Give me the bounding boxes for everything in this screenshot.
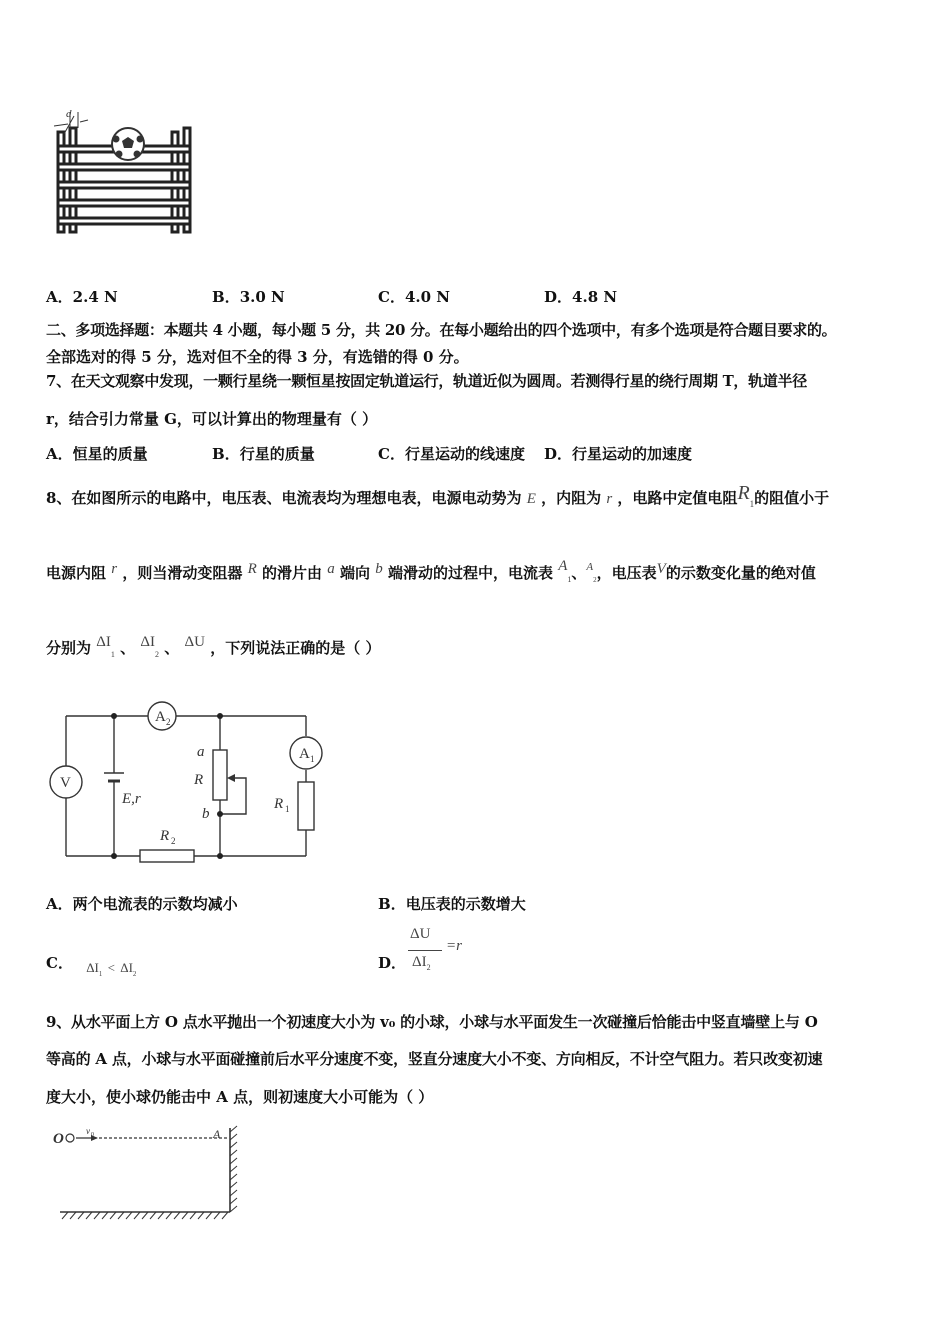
option-text: 两个电流表的示数均减小: [72, 895, 238, 913]
e-label: E,r: [122, 791, 141, 807]
symbol-A1: A: [558, 558, 568, 574]
option-key: A: [46, 895, 58, 913]
delta-U: ΔU: [184, 634, 206, 650]
text: 端滑动的过程中，电流表: [387, 564, 553, 582]
text: 端向: [339, 564, 370, 582]
r1-sub: 1: [285, 804, 290, 814]
section2-line2: 全部选对的得 5 分，选对但不全的得 3 分，有选错的得 0 分。: [46, 348, 469, 366]
text: 、: [164, 639, 180, 657]
text: 、: [571, 564, 587, 582]
text: ，内阻为: [541, 489, 602, 507]
text: 8、在如图所示的电路中，电压表、电流表均为理想电表，电源电动势为: [46, 489, 522, 507]
q6-option-a[interactable]: A．2.4 N: [46, 288, 118, 306]
option-key: C: [46, 954, 58, 972]
option-text: 4.0 N: [404, 288, 450, 306]
option-text: 2.4 N: [72, 288, 118, 306]
a-point-label: A: [213, 1127, 221, 1141]
fraction-bar: [408, 950, 442, 951]
subscript: 1: [110, 650, 115, 659]
section2-line1: 二、多项选择题：本题共 4 小题，每小题 5 分，共 20 分。在每小题给出的四个选项中，有多个选项是符合题目要求的。: [46, 321, 837, 339]
symbol-r: r: [111, 561, 118, 577]
o-label: O: [53, 1131, 64, 1147]
symbol-R1: R: [737, 482, 750, 504]
math: ΔI: [120, 960, 133, 975]
d-label: d: [66, 108, 72, 120]
option-key: C: [378, 288, 390, 306]
symbol-V: V: [656, 561, 666, 577]
v-label: V: [60, 775, 71, 791]
option-key: A: [46, 445, 58, 463]
q6-option-c[interactable]: C．4.0 N: [378, 288, 450, 306]
option-key: B: [378, 895, 391, 913]
symbol-r: r: [606, 491, 613, 507]
b-label: b: [202, 806, 210, 822]
q8-option-d-fraction: [408, 926, 478, 976]
projectile-figure: [50, 1124, 250, 1224]
symbol-A2: A: [586, 561, 594, 573]
r1-label: R: [274, 796, 284, 812]
q9-stem-line1: 9、从水平面上方 O 点水平抛出一个初速度大小为 v₀ 的小球，小球与水平面发生一次碰撞后恰能击中竖直墙壁上与 O: [46, 1013, 818, 1031]
soccer-ball-icon: [112, 128, 144, 160]
delta-I1: ΔI: [96, 634, 111, 650]
r2-label: R: [160, 828, 170, 844]
option-text: 4.8 N: [572, 288, 618, 306]
fraction-denominator: [412, 954, 431, 972]
rack-ball-figure: [44, 106, 204, 238]
subscript: 1: [567, 575, 572, 584]
a1-sub: 1: [310, 754, 315, 764]
q9-stem-line3: 度大小，使小球仍能击中 A 点，则初速度大小可能为（ ）: [46, 1088, 434, 1106]
text: ，电路中定值电阻: [617, 489, 738, 507]
option-text: 行星运动的加速度: [572, 445, 693, 463]
option-key: D: [544, 288, 558, 306]
a2-sub: 2: [166, 717, 171, 727]
symbol-a: a: [327, 561, 335, 577]
q6-option-b[interactable]: B．3.0 N: [212, 288, 285, 306]
text: ，下列说法正确的是（ ）: [210, 639, 381, 657]
subscript: 2: [132, 970, 137, 978]
text: 分别为: [46, 639, 92, 657]
q7-stem-line1: 7、在天文观察中发现，一颗行星绕一颗恒星按固定轨道运行，轨道近似为圆周。若测得行星的绕行周期 T，轨道半径: [46, 372, 807, 390]
text: 电源内阻: [46, 564, 107, 582]
subscript: 2: [426, 963, 431, 972]
symbol-R: R: [247, 561, 257, 577]
v0-label: v: [86, 1126, 90, 1136]
q6-option-d[interactable]: D．4.8 N: [544, 288, 618, 306]
option-key: D: [544, 445, 558, 463]
fraction-numerator: ΔU: [410, 926, 431, 942]
subscript: 2: [593, 576, 597, 584]
r-label: R: [194, 772, 204, 788]
equals-r: =r: [446, 938, 462, 954]
q8-option-a[interactable]: A．两个电流表的示数均减小: [46, 895, 238, 913]
v0-sub: 0: [91, 1132, 94, 1138]
q8-option-d[interactable]: D．: [378, 954, 407, 972]
q7-option-a[interactable]: A．恒星的质量: [46, 445, 148, 463]
q7-stem-line2: r，结合引力常量 G，可以计算出的物理量有（ ）: [46, 410, 378, 428]
option-text: 行星的质量: [239, 445, 315, 463]
option-key: C: [378, 445, 390, 463]
math: ΔI: [86, 960, 99, 975]
option-key: A: [46, 288, 58, 306]
a-label: a: [197, 744, 205, 760]
text: ，则当滑动变阻器: [122, 564, 243, 582]
q8-stem-line2: [46, 558, 816, 584]
delta-I2: ΔI: [140, 634, 156, 650]
option-text: 3.0 N: [239, 288, 285, 306]
text: 的阻值小于: [754, 489, 830, 507]
q7-option-b[interactable]: B．行星的质量: [212, 445, 315, 463]
text: 、: [120, 639, 136, 657]
subscript: 2: [155, 650, 160, 659]
symbol-b: b: [375, 561, 383, 577]
option-key: B: [212, 288, 225, 306]
subscript: 1: [98, 970, 103, 978]
circuit-diagram: [44, 696, 334, 868]
math: <: [107, 960, 115, 975]
option-key: B: [212, 445, 225, 463]
q8-stem-line3: [46, 634, 381, 659]
q7-option-c[interactable]: C．行星运动的线速度: [378, 445, 525, 463]
text: 的示数变化量的绝对值: [665, 564, 816, 582]
option-text: 恒星的质量: [72, 445, 148, 463]
text: 的滑片由: [261, 564, 322, 582]
symbol-E: E: [526, 491, 536, 507]
option-text: 行星运动的线速度: [404, 445, 525, 463]
r2-sub: 2: [171, 836, 176, 846]
a1-label: A: [299, 746, 310, 762]
option-text: 电压表的示数增大: [405, 895, 526, 913]
subscript: 1: [749, 499, 755, 509]
q8-option-c[interactable]: C． $\Delta I_1 < \Delta I_2$: [46, 954, 137, 978]
q9-stem-line2: 等高的 A 点，小球与水平面碰撞前后水平分速度不变，竖直分速度大小不变、方向相反，不计空气阻力。若只改变初速: [46, 1050, 823, 1068]
a2-label: A: [155, 709, 166, 725]
option-key: D: [378, 954, 392, 972]
q8-option-b[interactable]: B．电压表的示数增大: [378, 895, 526, 913]
q7-option-d[interactable]: D．行星运动的加速度: [544, 445, 693, 463]
text: ，电压表: [596, 564, 657, 582]
math: ΔI: [412, 954, 427, 970]
q8-stem-line1: [46, 482, 830, 509]
